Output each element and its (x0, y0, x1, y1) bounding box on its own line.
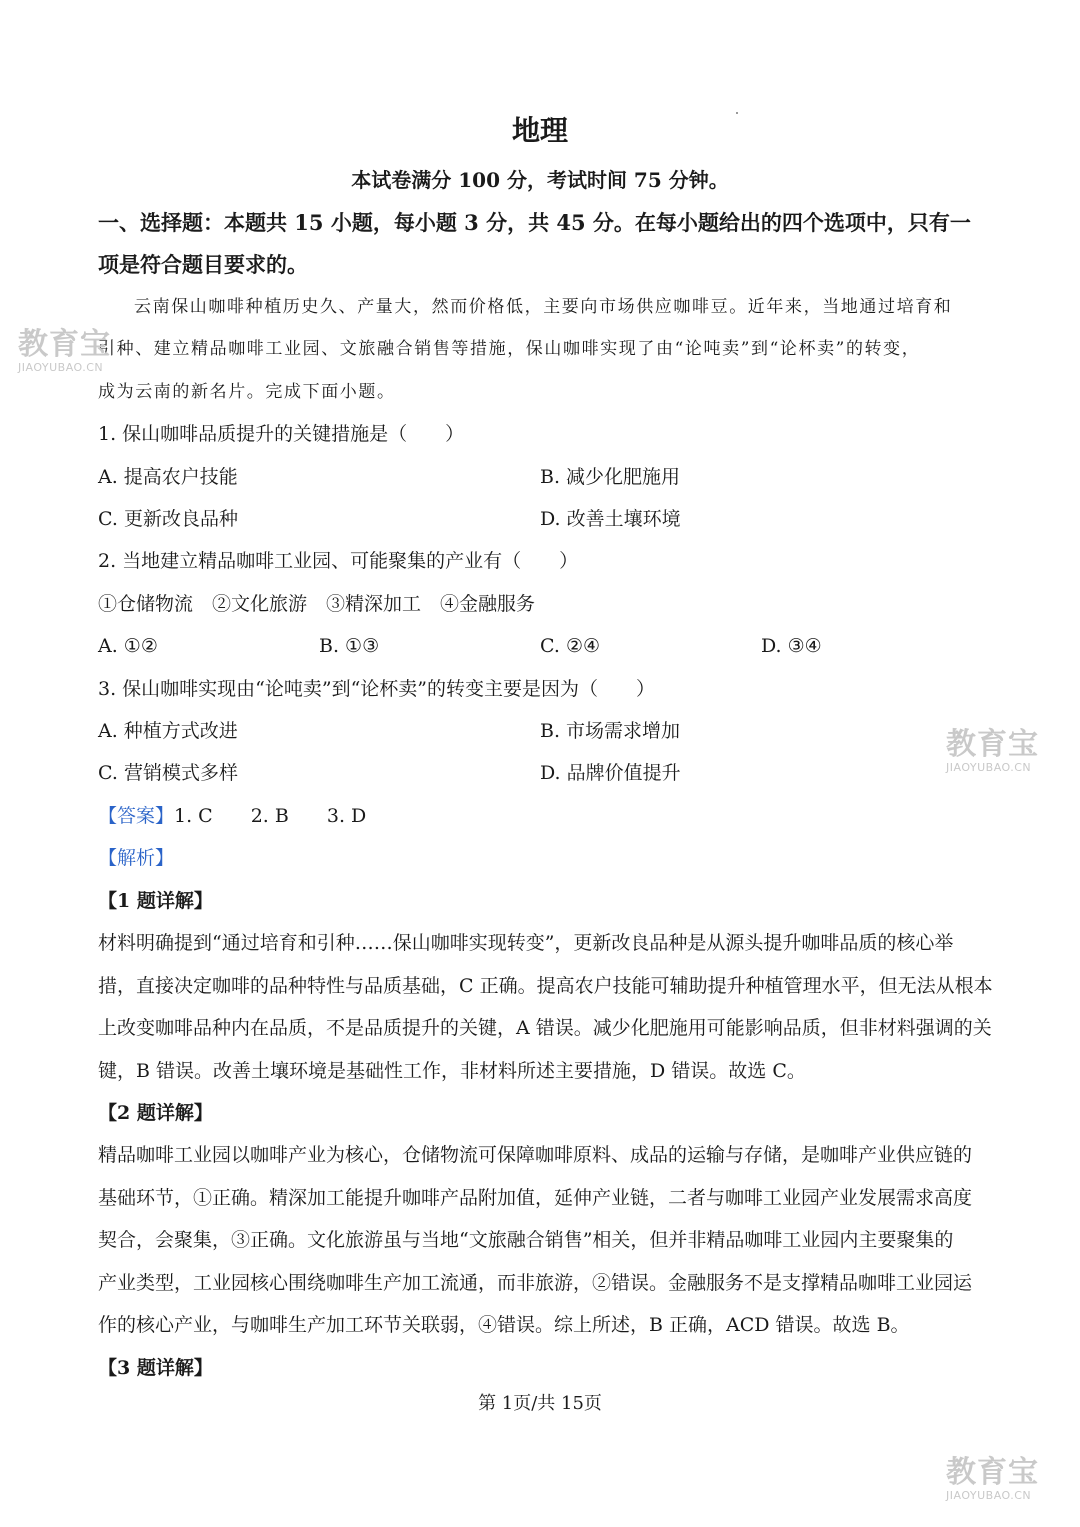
question-1-options-row-1 (98, 465, 681, 489)
answer-values: 1. C 2. B 3. D (174, 805, 367, 827)
detail-1-line-1: 材料明确提到“通过培育和引种……保山咖啡实现转变”，更新改良品种是从源头提升咖啡品质的核心举 (98, 932, 954, 954)
question-1-option-a: A. 提高农户技能 (98, 466, 238, 488)
detail-1-title: 【1 题详解】 (98, 890, 213, 912)
section-heading-line-2: 项是符合题目要求的。 (98, 252, 308, 277)
passage-line-2: 引种、建立精品咖啡工业园、文旅融合销售等措施，保山咖啡实现了由“论吨卖”到“论杯卖”的转变， (98, 339, 921, 359)
detail-1-line-2: 措，直接决定咖啡的品种特性与品质基础，C 正确。提高农户技能可辅助提升种植管理水平，但无法从根本 (98, 975, 993, 997)
question-1-option-d: D. 改善土壤环境 (540, 508, 681, 530)
question-3-stem: 3. 保山咖啡实现由“论吨卖”到“论杯卖”的转变主要是因为（ ） (98, 678, 656, 700)
question-2-option-d: D. ③④ (761, 635, 822, 657)
question-2-option-b: B. ①③ (319, 635, 380, 657)
question-2-option-c: C. ②④ (540, 635, 601, 657)
page-title: 地理 (511, 114, 568, 147)
watermark-logo-bottom: 教育宝 JIAOYUBAO.CN (946, 1455, 1039, 1502)
watermark-logo-right: 教育宝 JIAOYUBAO.CN (946, 727, 1039, 774)
detail-3-title: 【3 题详解】 (98, 1357, 213, 1379)
question-1-options-row-2 (98, 507, 681, 531)
question-1-option-c: C. 更新改良品种 (98, 508, 238, 530)
exam-info: 本试卷满分 100 分，考试时间 75 分钟。 (351, 168, 729, 192)
question-2-options-row (98, 634, 822, 658)
page-number: 第 1页/共 15页 (478, 1393, 602, 1414)
detail-2-line-3: 契合，会聚集，③正确。文化旅游虽与当地“文旅融合销售”相关，但并非精品咖啡工业园内主要聚集的 (98, 1229, 954, 1251)
question-3-option-a: A. 种植方式改进 (98, 720, 238, 742)
passage-line-3: 成为云南的新名片。完成下面小题。 (98, 382, 396, 402)
detail-1-line-4: 键，B 错误。改善土壤环境是基础性工作，非材料所述主要措施，D 错误。故选 C。 (98, 1060, 806, 1082)
watermark-logo-left: 教育宝 JIAOYUBAO.CN (18, 327, 111, 374)
detail-2-line-5: 作的核心产业，与咖啡生产加工环节关联弱，④错误。综上所述，B 正确，ACD 错误。故选 B。 (98, 1314, 910, 1336)
question-3-option-d: D. 品牌价值提升 (540, 762, 681, 784)
question-1-option-b: B. 减少化肥施用 (540, 466, 681, 488)
section-heading-line-1: 一、选择题：本题共 15 小题，每小题 3 分，共 45 分。在每小题给出的四个选项中，只有一 (98, 210, 971, 235)
question-2-stem: 2. 当地建立精品咖啡工业园、可能聚集的产业有（ ） (98, 550, 579, 572)
question-2-items: ①仓储物流 ②文化旅游 ③精深加工 ④金融服务 (98, 593, 536, 615)
detail-2-title: 【2 题详解】 (98, 1102, 213, 1124)
answer-label: 【答案】 (98, 805, 175, 827)
question-1-stem: 1. 保山咖啡品质提升的关键措施是（ ） (98, 423, 465, 445)
detail-2-line-2: 基础环节，①正确。精深加工能提升咖啡产品附加值，延伸产业链，二者与咖啡工业园产业发展需求高度 (98, 1187, 973, 1209)
detail-2-line-4: 产业类型，工业园核心围绕咖啡生产加工流通，而非旅游，②错误。金融服务不是支撑精品咖啡工业园运 (98, 1272, 973, 1294)
question-3-option-c: C. 营销模式多样 (98, 762, 238, 784)
question-2-option-a: A. ①② (98, 635, 158, 657)
question-3-options-row-2 (98, 761, 681, 785)
answer-line (98, 804, 366, 828)
detail-1-line-3: 上改变咖啡品种内在品质，不是品质提升的关键，A 错误。减少化肥施用可能影响品质，但非材料强调的关 (98, 1017, 992, 1039)
question-3-option-b: B. 市场需求增加 (540, 720, 681, 742)
passage-line-1: 云南保山咖啡种植历史久、产量大，然而价格低，主要向市场供应咖啡豆。近年来，当地通过培育和 (134, 297, 953, 317)
question-3-options-row-1 (98, 719, 681, 743)
detail-2-line-1: 精品咖啡工业园以咖啡产业为核心，仓储物流可保障咖啡原料、成品的运输与存储，是咖啡产业供应链的 (98, 1144, 973, 1166)
analysis-label: 【解析】 (98, 847, 175, 869)
